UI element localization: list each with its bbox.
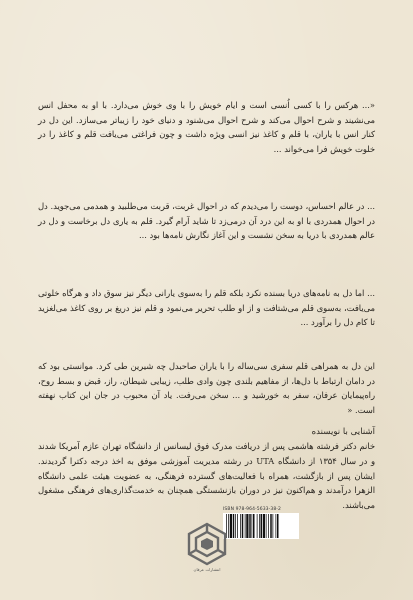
publisher-name: انتشارات عرفان: [193, 567, 221, 572]
blurb-paragraph-4-text: این دل به همراهی قلم سفری سی‌ساله را با یاران صاحبدل چه شیرین طی کرد. موانستی بود که در دامان ارتباط با دل‌ها، از مفاهیم بلندی چون وادی طلب، زیبایی شیطان، راز، قبض و بسط روح، راه‌پیمایان عرفان، سفر به خورشید و ... سخن می‌رفت. یاد آن محبوب در جان این کتاب نهفته است. «: [38, 361, 375, 415]
author-section: [38, 425, 375, 512]
author-heading: آشنایی با نویسنده: [311, 427, 375, 438]
author-bio: خانم دکتر فرشته هاشمی پس از دریافت مدرک فوق لیسانس از دانشگاه تهران عازم آمریکا شدند و در سال ۱۳۵۴ از دانشگاه UTA در رشته مدیریت آموزشی موفق به اخذ درجه دکترا گردیدند. ایشان پس از بازگشت، همراه با فعالیت‌های گسترده فرهنگی، به عضویت هیئت علمی دانشگاه الزهرا درآمدند و هم‌اکنون نیز در دوران بازنشستگی همچنان به خدمت‌گذاری‌های فرهنگی مشغول می‌باشند.: [38, 441, 375, 510]
back-cover-text: [38, 98, 375, 512]
blurb-paragraph-2-text: ... در عالم احساس، دوست را می‌دیدم که در احوال غربت، قربت می‌طلبید و همدمی می‌جوید. دل در احوال همدردی با او به این درد آن درمی‌زد تا شاید آرام گیرد. قلم به یاری دل برخاست و دل در عالم همدردی با دریا به سخن نشست و این آغاز نگارش نامه‌ها بود ...: [38, 201, 375, 241]
isbn-label: ISBN 978-964-5633-38-2: [223, 507, 281, 512]
blurb-paragraph-1: [38, 98, 375, 184]
blurb-paragraph-2: [38, 199, 375, 271]
blurb-paragraph-4: [38, 359, 375, 417]
blurb-paragraph-3-text: ... اما دل به نامه‌های دریا بسنده نکرد بلکه قلم را به‌سوی یارانی دیگر نیز سوق داد و هرگاه خلوتی می‌یافت، به‌سوی قلم می‌شتافت و از او طلب تحریر می‌نمود و قلم نیز دریغ بر روی کاغذ می‌لغزید تا کام دل را برآورد ...: [38, 288, 375, 328]
blurb-paragraph-3: [38, 286, 375, 344]
blurb-paragraph-1-text: «... هرکس را با کسی اُنسی است و ایام خویش را با وی خوش می‌دارد. با او به محفل انس می‌نشیند و شرح احوال می‌کند و شرح احوال می‌شنود و دنیای خود را زیباتر می‌سازد. این دل در کنار انس با یاران، با قلم و کاغذ نیز انسی ویژه داشت و چون فراغتی می‌یافت قلم و کاغذ را در خلوت خویش فرا می‌خواند ...: [38, 100, 375, 154]
